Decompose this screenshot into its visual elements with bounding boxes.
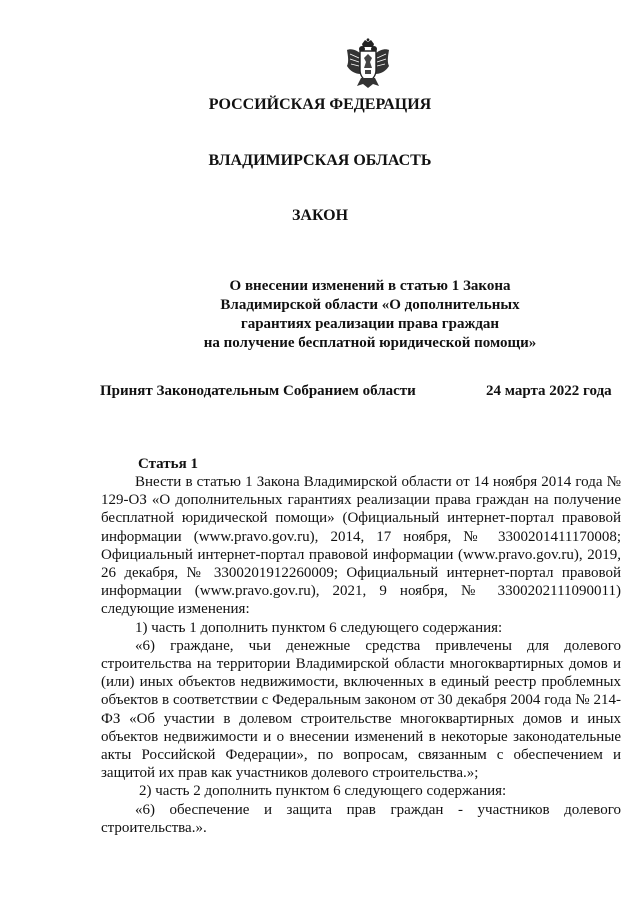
doc-type-heading: ЗАКОН <box>291 207 349 224</box>
law-title-line: на получение бесплатной юридической помощи» <box>203 335 537 351</box>
article-heading: Статья 1 <box>138 456 198 472</box>
region-heading: ВЛАДИМИРСКАЯ ОБЛАСТЬ <box>208 152 432 169</box>
adopted-label: Принят Законодательным Собранием области <box>100 383 416 399</box>
article-paragraph: «6) обеспечение и защита прав граждан - участников долевого строительства.». <box>101 801 621 836</box>
law-title <box>120 277 620 353</box>
adopted-date: 24 марта 2022 года <box>486 383 612 399</box>
law-title-line: Владимирской области «О дополнительных <box>220 297 520 313</box>
article-paragraph: 1) часть 1 дополнить пунктом 6 следующего содержания: <box>135 619 503 636</box>
coat-of-arms-icon <box>343 38 393 90</box>
country-heading: РОССИЙСКАЯ ФЕДЕРАЦИЯ <box>208 96 432 113</box>
article-body <box>101 473 621 837</box>
law-title-line: гарантиях реализации права граждан <box>240 316 500 332</box>
article-paragraph: 2) часть 2 дополнить пунктом 6 следующего содержания: <box>139 783 507 800</box>
law-title-line: О внесении изменений в статью 1 Закона <box>229 278 511 294</box>
article-paragraph: Внести в статью 1 Закона Владимирской области от 14 ноября 2014 года № 129-ОЗ «О дополнительных гарантиях реализации права граждан на получение бесплатной юридической помощи» (Официальный интернет-портал правовой информации (www.pravo.gov.ru), 2014, 17 ноября, № 3300201411170008; Официальный интернет-портал правовой информации (www.pravo.gov.ru), 2019, 26 декабря, № 3300201912260009; Официальный интернет-портал правовой информации (www.pravo.gov.ru), 2021, 9 ноября, № 3300202111090011) следующие изменения: <box>101 474 621 618</box>
article-paragraph: «6) граждане, чьи денежные средства привлечены для долевого строительства на территории Владимирской области многоквартирных домов и (или) иных объектов недвижимости, включенных в единый реестр проблемных объектов в соответствии с Федеральным законом от 30 декабря 2004 года № 214-ФЗ «Об участии в долевом строительстве многоквартирных домов и иных объектов недвижимости и о внесении изменений в некоторые законодательные акты Российской Федерации», по вопросам, связанным с обеспечением и защитой их прав как участников долевого строительства.»; <box>101 637 621 782</box>
